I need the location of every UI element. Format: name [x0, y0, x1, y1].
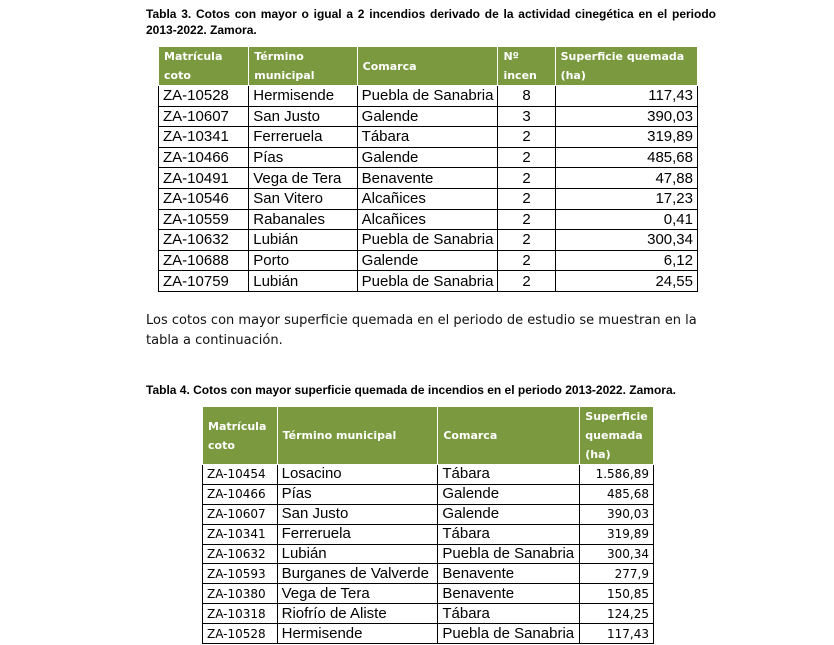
table3-body	[159, 86, 698, 292]
cell-num-incendios: 8	[498, 86, 555, 107]
table-row	[203, 624, 654, 644]
cell-superficie: 24,55	[555, 271, 697, 292]
table-row	[159, 188, 698, 209]
cell-matricula: ZA-10318	[203, 604, 278, 624]
cell-termino: San Vitero	[249, 188, 357, 209]
cell-termino: Vega de Tera	[249, 168, 357, 189]
cell-comarca: Puebla de Sanabria	[438, 624, 580, 644]
cell-superficie: 319,89	[580, 524, 654, 544]
cell-termino: Ferreruela	[277, 524, 438, 544]
cell-num-incendios: 2	[498, 271, 555, 292]
cell-superficie: 485,68	[555, 147, 697, 168]
cell-comarca: Galende	[357, 250, 498, 271]
cell-matricula: ZA-10341	[159, 127, 249, 148]
cell-matricula: ZA-10632	[203, 544, 278, 564]
table-row	[203, 524, 654, 544]
cell-termino: Lubián	[249, 271, 357, 292]
cell-termino: Burganes de Valverde	[277, 564, 438, 584]
cell-superficie: 319,89	[555, 127, 697, 148]
table3-header-termino: Término municipal	[249, 47, 357, 86]
cell-superficie: 47,88	[555, 168, 697, 189]
cell-termino: Ferreruela	[249, 127, 357, 148]
table4-header-termino: Término municipal	[277, 407, 438, 465]
cell-termino: Riofrío de Aliste	[277, 604, 438, 624]
cell-matricula: ZA-10528	[203, 624, 278, 644]
cell-termino: Porto	[249, 250, 357, 271]
table-row	[203, 504, 654, 524]
table-row	[159, 147, 698, 168]
cell-num-incendios: 2	[498, 250, 555, 271]
table-row	[159, 250, 698, 271]
cell-comarca: Galende	[357, 147, 498, 168]
cell-termino: Pías	[277, 484, 438, 504]
cell-superficie: 150,85	[580, 584, 654, 604]
cell-superficie: 0,41	[555, 209, 697, 230]
table-row	[159, 168, 698, 189]
cell-num-incendios: 2	[498, 230, 555, 251]
table4-body	[203, 465, 654, 644]
table4	[202, 406, 654, 644]
cell-comarca: Alcañices	[357, 209, 498, 230]
cell-comarca: Puebla de Sanabria	[438, 544, 580, 564]
cell-termino: San Justo	[249, 106, 357, 127]
table4-header-superficie: Superficie quemada (ha)	[580, 407, 654, 465]
table3-caption: Tabla 3. Cotos con mayor o igual a 2 incendios derivado de la actividad cinegética en el periodo 2013-2022. Zamora.	[146, 7, 716, 37]
table3-header-superficie: Superficie quemada (ha)	[555, 47, 697, 86]
table3-header-matricula: Matrícula coto	[159, 47, 249, 86]
table-row	[203, 604, 654, 624]
cell-matricula: ZA-10466	[159, 147, 249, 168]
cell-comarca: Puebla de Sanabria	[357, 86, 498, 107]
cell-comarca: Tábara	[438, 604, 580, 624]
table3-header-num-incendios: Nº incen	[498, 47, 555, 86]
cell-matricula: ZA-10380	[203, 584, 278, 604]
cell-num-incendios: 2	[498, 209, 555, 230]
cell-termino: Hermisende	[277, 624, 438, 644]
table3-header-row	[159, 47, 698, 86]
table-row	[159, 86, 698, 107]
cell-comarca: Benavente	[357, 168, 498, 189]
cell-num-incendios: 3	[498, 106, 555, 127]
cell-comarca: Galende	[438, 504, 580, 524]
cell-matricula: ZA-10559	[159, 209, 249, 230]
cell-comarca: Alcañices	[357, 188, 498, 209]
cell-comarca: Benavente	[438, 564, 580, 584]
cell-superficie: 6,12	[555, 250, 697, 271]
table4-header-row	[203, 407, 654, 465]
table3	[158, 46, 698, 292]
cell-num-incendios: 2	[498, 147, 555, 168]
body-paragraph: Los cotos con mayor superficie quemada en el periodo de estudio se muestran en la tabla a continuación.	[146, 313, 697, 348]
table-row	[159, 209, 698, 230]
cell-comarca: Galende	[438, 484, 580, 504]
cell-matricula: ZA-10593	[203, 564, 278, 584]
table-row	[203, 564, 654, 584]
cell-superficie: 17,23	[555, 188, 697, 209]
cell-matricula: ZA-10546	[159, 188, 249, 209]
cell-termino: Lubián	[277, 544, 438, 564]
cell-superficie: 485,68	[580, 484, 654, 504]
cell-comarca: Puebla de Sanabria	[357, 271, 498, 292]
cell-matricula: ZA-10454	[203, 465, 278, 485]
cell-superficie: 300,34	[580, 544, 654, 564]
cell-matricula: ZA-10491	[159, 168, 249, 189]
cell-comarca: Galende	[357, 106, 498, 127]
table-row	[203, 544, 654, 564]
cell-num-incendios: 2	[498, 188, 555, 209]
table-row	[203, 584, 654, 604]
cell-termino: Hermisende	[249, 86, 357, 107]
table-row	[159, 106, 698, 127]
cell-superficie: 117,43	[580, 624, 654, 644]
cell-matricula: ZA-10607	[203, 504, 278, 524]
table-row	[203, 465, 654, 485]
cell-termino: Vega de Tera	[277, 584, 438, 604]
cell-termino: Lubián	[249, 230, 357, 251]
cell-comarca: Puebla de Sanabria	[357, 230, 498, 251]
cell-superficie: 1.586,89	[580, 465, 654, 485]
cell-comarca: Benavente	[438, 584, 580, 604]
cell-matricula: ZA-10341	[203, 524, 278, 544]
table4-caption: Tabla 4. Cotos con mayor superficie quemada de incendios en el periodo 2013-2022. Zamora.	[146, 383, 676, 397]
table-row	[159, 271, 698, 292]
cell-matricula: ZA-10759	[159, 271, 249, 292]
cell-comarca: Tábara	[357, 127, 498, 148]
table3-header-comarca: Comarca	[357, 47, 498, 86]
cell-termino: Rabanales	[249, 209, 357, 230]
cell-matricula: ZA-10528	[159, 86, 249, 107]
cell-superficie: 300,34	[555, 230, 697, 251]
cell-num-incendios: 2	[498, 127, 555, 148]
table-row	[159, 230, 698, 251]
cell-comarca: Tábara	[438, 465, 580, 485]
cell-matricula: ZA-10688	[159, 250, 249, 271]
table-row	[203, 484, 654, 504]
cell-matricula: ZA-10607	[159, 106, 249, 127]
cell-matricula: ZA-10632	[159, 230, 249, 251]
cell-matricula: ZA-10466	[203, 484, 278, 504]
cell-superficie: 277,9	[580, 564, 654, 584]
cell-comarca: Tábara	[438, 524, 580, 544]
cell-superficie: 390,03	[555, 106, 697, 127]
cell-termino: Losacino	[277, 465, 438, 485]
cell-termino: San Justo	[277, 504, 438, 524]
table4-header-matricula: Matrícula coto	[203, 407, 278, 465]
table4-header-comarca: Comarca	[438, 407, 580, 465]
cell-termino: Pías	[249, 147, 357, 168]
cell-num-incendios: 2	[498, 168, 555, 189]
table-row	[159, 127, 698, 148]
cell-superficie: 124,25	[580, 604, 654, 624]
cell-superficie: 117,43	[555, 86, 697, 107]
cell-superficie: 390,03	[580, 504, 654, 524]
